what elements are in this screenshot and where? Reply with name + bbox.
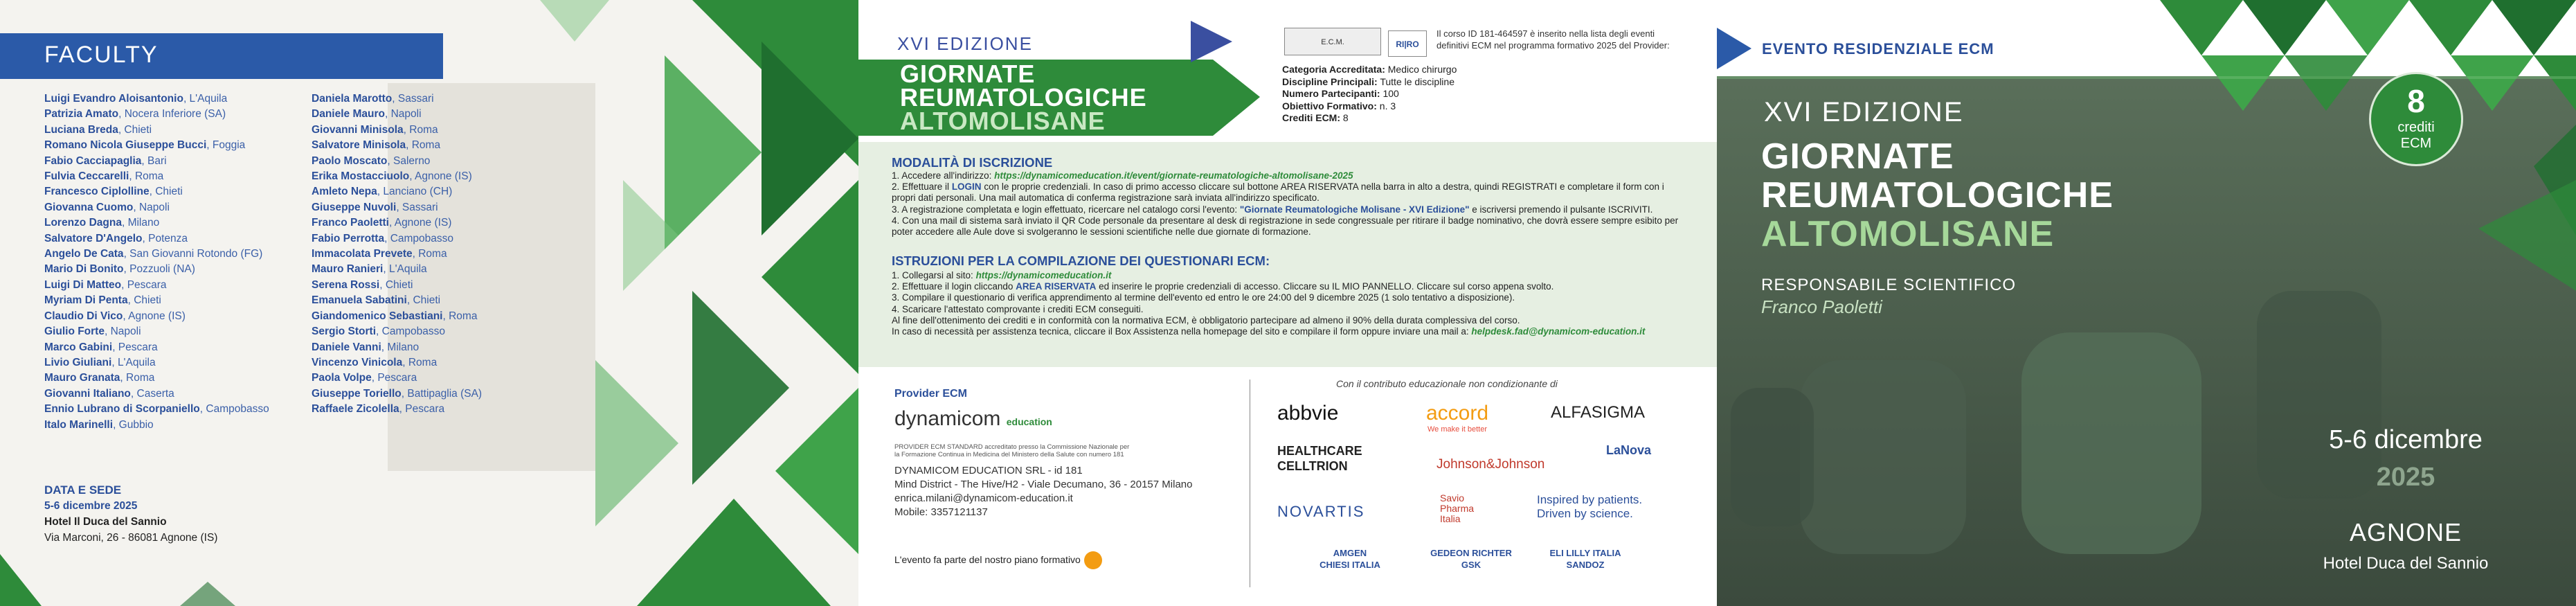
credits-label: crediti: [2397, 120, 2435, 135]
faculty-city: , Campobasso: [376, 326, 445, 338]
questionari-list: [892, 270, 1688, 337]
faculty-city: , L'Aquila: [383, 263, 427, 276]
address-line: Mind District - The Hive/H2 - Viale Decumano, 36 - 20157 Milano: [894, 479, 1193, 490]
instruction-highlight[interactable]: https://dynamicomeducation.it/event/giornate-reumatologiche-altomolisane-2025: [994, 170, 1353, 181]
faculty-name: Vincenzo Vinicola: [312, 356, 403, 368]
faculty-city: , Campobasso: [384, 232, 454, 244]
ecm-info-key: Numero Partecipanti:: [1282, 88, 1380, 99]
faculty-name: Salvatore D'Angelo: [44, 232, 143, 244]
instruction-text: 1. Collegarsi al sito:: [892, 270, 976, 280]
faculty-name: Emanuela Sabatini: [312, 294, 407, 307]
faculty-city: , San Giovanni Rotondo (FG): [123, 248, 263, 260]
sponsors-title: Con il contributo educazionale non condizionante di: [1336, 378, 1558, 389]
faculty-name: Lorenzo Dagna: [44, 217, 122, 229]
instruction-text: Al fine dell'ottenimento dei crediti e in conformità con la normativa ECM, è obbligatorio partecipare ad almeno il 90% della durata complessiva del corso.: [892, 314, 1520, 326]
faculty-entry: [312, 169, 482, 184]
faculty-panel: [0, 0, 858, 606]
hotel-text: Hotel Il Duca del Sannio: [44, 516, 167, 528]
faculty-name: Raffaele Zicolella: [312, 403, 399, 416]
faculty-city: , Sassari: [396, 201, 438, 213]
faculty-city: , Milano: [381, 341, 420, 353]
faculty-title: FACULTY: [44, 42, 159, 68]
info-panel: [858, 0, 1717, 606]
faculty-name: Mario Di Bonito: [44, 263, 124, 276]
arrow-shape: [1191, 0, 1281, 139]
faculty-name: Marco Gabini: [44, 341, 113, 353]
education-logo-text: education: [1006, 416, 1052, 427]
faculty-city: , Roma: [403, 123, 438, 136]
sponsor-gedeon: GEDEON RICHTER: [1430, 548, 1512, 558]
faculty-entry: [44, 355, 269, 371]
address-text: Via Marconi, 26 - 86081 Agnone (IS): [44, 532, 218, 544]
instruction-item: [892, 292, 1688, 303]
sponsor-savio: Savio Pharma Italia: [1440, 492, 1475, 524]
faculty-city: , Chieti: [127, 294, 161, 307]
ecm-info-row: [1282, 88, 1457, 100]
faculty-entry: [312, 386, 482, 402]
ecm-label: ECM: [2400, 136, 2432, 151]
instruction-item: [892, 315, 1688, 326]
ecm-info-value: n. 3: [1376, 100, 1396, 112]
instruction-highlight: helpdesk.fad@dynamicom-education.it: [1471, 326, 1646, 337]
instruction-item: [892, 304, 1688, 315]
faculty-name: Francesco Ciplolline: [44, 186, 150, 198]
faculty-city: , Pescara: [399, 403, 445, 416]
faculty-name: Giovanni Minisola: [312, 123, 404, 136]
ecm-info-list: [1282, 64, 1457, 125]
faculty-city: , Agnone (IS): [388, 217, 452, 229]
faculty-entry: [312, 402, 482, 417]
faculty-entry: [312, 123, 482, 138]
ecm-info-key: Crediti ECM:: [1282, 112, 1340, 123]
faculty-entry: [312, 247, 482, 262]
instruction-text: 1. Accedere all'indirizzo:: [892, 170, 995, 181]
faculty-name: Serena Rossi: [312, 278, 380, 291]
faculty-name: Giandomenico Sebastiani: [312, 310, 443, 322]
ecm-info-value: 8: [1340, 112, 1349, 123]
faculty-name: Mauro Ranieri: [312, 263, 384, 276]
faculty-name: Salvatore Minisola: [312, 139, 406, 152]
cover-date: 5-6 dicembre: [2329, 425, 2483, 454]
faculty-col-2: [312, 91, 482, 418]
title-line-3: ALTOMOLISANE: [900, 107, 1106, 135]
faculty-city: , Pescara: [371, 372, 417, 384]
ecm-note: Il corso ID 181-464597 è inserito nella lista degli eventi definitivi ECM nel programma formativo 2025 del Provider:: [1436, 28, 1670, 51]
faculty-city: , Napoli: [104, 326, 141, 338]
ecm-info-key: Categoria Accreditata:: [1282, 64, 1385, 75]
faculty-entry: [44, 293, 269, 308]
faculty-entry: [312, 107, 482, 122]
faculty-entry: [44, 231, 269, 247]
iscrizione-title: MODALITÀ DI ISCRIZIONE: [892, 155, 1053, 170]
faculty-name: Daniela Marotto: [312, 93, 393, 105]
faculty-name: Erika Mostacciuolo: [312, 170, 410, 183]
faculty-name: Giovanni Italiano: [44, 387, 131, 400]
address-line: DYNAMICOM EDUCATION SRL - id 181: [894, 465, 1083, 476]
ecm-info-value: 100: [1380, 88, 1399, 99]
faculty-name: Claudio Di Vico: [44, 310, 123, 322]
date-text: 5-6 dicembre 2025: [44, 500, 138, 512]
faculty-name: Luigi Di Matteo: [44, 278, 122, 291]
cover-title-3: ALTOMOLISANE: [1761, 214, 2055, 254]
ecm-info-row: [1282, 112, 1457, 125]
faculty-entry: [312, 355, 482, 371]
iscrizione-list: [892, 170, 1688, 238]
faculty-name: Amleto Nepa: [312, 186, 377, 198]
sponsor-sandoz: SANDOZ: [1566, 560, 1605, 570]
faculty-name: Angelo De Cata: [44, 248, 124, 260]
dynamicom-logo: [894, 407, 1052, 431]
evento-label: EVENTO RESIDENZIALE ECM: [1762, 40, 1994, 57]
faculty-entry: [312, 200, 482, 215]
instruction-highlight: AREA RISERVATA: [1016, 281, 1097, 292]
faculty-name: Luigi Evandro Aloisantonio: [44, 93, 183, 105]
edition-label: XVI EDIZIONE: [897, 33, 1033, 54]
faculty-name: Paola Volpe: [312, 372, 372, 384]
faculty-city: , Chieti: [406, 294, 441, 307]
faculty-name: Sergio Storti: [312, 326, 377, 338]
date-section-title: DATA E SEDE: [44, 483, 122, 497]
instruction-highlight[interactable]: https://dynamicomeducation.it: [975, 270, 1112, 280]
dynamicom-logo-text: dynamicom: [894, 407, 1001, 430]
faculty-city: , Pozzuoli (NA): [123, 263, 195, 276]
faculty-entry: [312, 340, 482, 355]
faculty-entry: [44, 278, 269, 293]
faculty-entry: [44, 262, 269, 277]
faculty-city: , Chieti: [149, 186, 183, 198]
instruction-text: 4. Con una mail di sistema sarà inviato il QR Code personale da presentare al desk di registrazione in sede congressuale per ritirare il badge nominativo, che dovrà essere sempre esibito per poter accedere alle Aule dove si svolgeranno le sessioni scientifiche nelle due giornate di formazione.: [892, 215, 1679, 238]
faculty-name: Mauro Granata: [44, 372, 120, 384]
instruction-text: 3. Compilare il questionario di verifica apprendimento al termine dell'evento ed entro le ore 24:00 del 9 dicembre 2025 (1 solo tentativo a disposizione).: [892, 292, 1515, 303]
instruction-text: 3. A registrazione completata e login effettuato, ricercare nel catalogo corsi l'evento:: [892, 204, 1240, 215]
ecm-info-row: [1282, 76, 1457, 89]
provider-small: PROVIDER ECM STANDARD accreditato presso la Commissione Nazionale per la Formazione Continua in Medicina del Ministero della Salute con numero 181: [894, 443, 1130, 458]
sponsor-accord: accord: [1426, 402, 1489, 425]
faculty-name: Giuseppe Nuvoli: [312, 201, 397, 213]
faculty-name: Fulvia Ceccarelli: [44, 170, 129, 183]
instruction-item: [892, 181, 1688, 204]
faculty-city: , Gubbio: [113, 418, 154, 431]
sponsor-gsk: GSK: [1461, 560, 1481, 570]
instruction-text: 2. Effettuare il: [892, 181, 952, 193]
faculty-name: Daniele Vanni: [312, 341, 381, 353]
instruction-item: [892, 281, 1688, 292]
faculty-city: , Caserta: [130, 387, 174, 400]
ecm-logo: E.C.M.: [1284, 28, 1381, 55]
sponsor-jnj: Johnson&Johnson: [1436, 457, 1545, 472]
title-line-2: REUMATOLOGICHE: [900, 83, 1147, 112]
faculty-name: Myriam Di Penta: [44, 294, 128, 307]
faculty-entry: [312, 154, 482, 169]
faculty-city: , Campobasso: [199, 403, 269, 416]
cover-panel: [1717, 0, 2576, 606]
footnote: L'evento fa parte del nostro piano formativo: [894, 554, 1081, 565]
address-line: enrica.milani@dynamicom-education.it: [894, 492, 1073, 504]
faculty-entry: [44, 91, 269, 107]
faculty-name: Paolo Moscato: [312, 154, 388, 167]
ecm-info-row: [1282, 64, 1457, 76]
faculty-entry: [44, 215, 269, 231]
faculty-city: , Roma: [406, 139, 441, 152]
faculty-entry: [44, 371, 269, 386]
instruction-item: [892, 170, 1688, 181]
instruction-highlight: "Giornate Reumatologiche Molisane - XVI Edizione": [1239, 204, 1470, 215]
instruction-item: [892, 215, 1688, 238]
faculty-name: Giuseppe Toriello: [312, 387, 402, 400]
faculty-entry: [44, 184, 269, 199]
sponsor-lilly-tag: Inspired by patients. Driven by science.: [1537, 493, 1643, 520]
cover-edition: XVI EDIZIONE: [1764, 97, 1964, 127]
faculty-city: , Agnone (IS): [409, 170, 472, 183]
resp-label: RESPONSABILE SCIENTIFICO: [1761, 276, 2017, 294]
address-line: Mobile: 3357121137: [894, 506, 988, 518]
instruction-item: [892, 270, 1688, 281]
faculty-entry: [312, 293, 482, 308]
sponsor-novartis: NOVARTIS: [1277, 503, 1365, 520]
questionari-title: ISTRUZIONI PER LA COMPILAZIONE DEI QUESTIONARI ECM:: [892, 253, 1270, 268]
instruction-text: ed inserire le proprie credenziali di accesso. Cliccare su IL MIO PANNELLO. Cliccare sul corso appena svolto.: [1096, 281, 1554, 292]
faculty-entry: [44, 386, 269, 402]
sponsor-abbvie: abbvie: [1277, 402, 1339, 425]
sponsor-lanova: LaNova: [1606, 443, 1652, 457]
faculty-city: , Potenza: [142, 232, 188, 244]
faculty-entry: [44, 154, 269, 169]
faculty-city: , Salerno: [387, 154, 431, 167]
credits-number: 8: [2407, 83, 2425, 119]
instruction-text: e iscriversi premendo il pulsante ISCRIVITI.: [1469, 204, 1653, 215]
faculty-name: Luciana Breda: [44, 123, 118, 136]
sponsor-chiesi: CHIESI ITALIA: [1319, 560, 1380, 570]
ecm-info-row: [1282, 100, 1457, 113]
faculty-city: , Pescara: [112, 341, 158, 353]
faculty-name: Daniele Mauro: [312, 108, 385, 121]
faculty-city: , Foggia: [206, 139, 246, 152]
sponsor-small-1: [1308, 547, 1391, 571]
faculty-city: , Bari: [141, 154, 167, 167]
instruction-text: con le proprie credenziali. In caso di primo accesso cliccare sul bottone AREA RISERVATA nella barra in alto a destra, quindi REGISTRATI e completare il form con i propri dati personali. Una mail automatica di conferma registrazione sarà inviata all'indirizzo specificato.: [892, 181, 1664, 204]
instruction-text: 2. Effettuare il login cliccando: [892, 281, 1016, 292]
faculty-entry: [312, 184, 482, 199]
faculty-entry: [44, 340, 269, 355]
faculty-entry: [44, 169, 269, 184]
faculty-city: , Roma: [129, 170, 164, 183]
faculty-entry: [44, 247, 269, 262]
faculty-city: , Pescara: [121, 278, 167, 291]
faculty-city: , Nocera Inferiore (SA): [118, 108, 226, 121]
faculty-entry: [44, 123, 269, 138]
sponsor-amgen: AMGEN: [1333, 548, 1367, 558]
faculty-entry: [312, 231, 482, 247]
faculty-name: Giovanna Cuomo: [44, 201, 134, 213]
faculty-name: Livio Giuliani: [44, 356, 112, 368]
faculty-entry: [312, 138, 482, 153]
faculty-name: Patrizia Amato: [44, 108, 119, 121]
instruction-text: In caso di necessità per assistenza tecnica, cliccare il Box Assistenza nella homepage del sito e compilare il form oppure inviare una mail a:: [892, 326, 1472, 337]
faculty-entry: [312, 309, 482, 324]
sponsor-celltrion: HEALTHCARE CELLTRION: [1277, 444, 1362, 473]
sponsor-alfasigma: ALFASIGMA: [1551, 403, 1646, 422]
faculty-city: , Lanciano (CH): [377, 186, 453, 198]
faculty-city: , Chieti: [118, 123, 152, 136]
faculty-entry: [312, 371, 482, 386]
faculty-city: , Sassari: [392, 93, 434, 105]
accord-tagline: We make it better: [1427, 425, 1487, 434]
faculty-city: , Milano: [121, 217, 160, 229]
faculty-city: , L'Aquila: [183, 93, 228, 105]
sponsor-small-2: [1423, 547, 1520, 571]
faculty-entry: [44, 138, 269, 153]
title-line-1: GIORNATE: [900, 60, 1036, 88]
faculty-entry: [44, 324, 269, 339]
faculty-name: Franco Paoletti: [312, 217, 389, 229]
faculty-city: , Chieti: [379, 278, 413, 291]
faculty-col-1: [44, 91, 269, 433]
cover-title-1: GIORNATE: [1761, 136, 1954, 177]
faculty-name: Italo Marinelli: [44, 418, 114, 431]
faculty-entry: [44, 200, 269, 215]
faculty-name: Romano Nicola Giuseppe Bucci: [44, 139, 207, 152]
faculty-city: , Battipaglia (SA): [401, 387, 483, 400]
faculty-city: , Roma: [402, 356, 438, 368]
ecm-info-value: Tutte le discipline: [1377, 75, 1454, 87]
instruction-highlight: LOGIN: [951, 181, 982, 193]
sponsor-lilly: ELI LILLY ITALIA: [1549, 548, 1621, 558]
credits-badge: [2369, 72, 2463, 166]
faculty-name: Ennio Lubrano di Scorpaniello: [44, 403, 200, 416]
faculty-entry: [44, 402, 269, 417]
ecm-info-key: Obiettivo Formativo:: [1282, 100, 1377, 112]
provider-address: [894, 464, 1192, 519]
faculty-city: , Napoli: [384, 108, 422, 121]
riro-logo: RI|RO: [1388, 30, 1427, 57]
cover-title-2: REUMATOLOGICHE: [1761, 175, 2114, 215]
faculty-entry: [312, 324, 482, 339]
faculty-city: , L'Aquila: [111, 356, 156, 368]
faculty-entry: [312, 215, 482, 231]
instruction-text: 4. Scaricare l'attestato comprovante i crediti ECM conseguiti.: [892, 303, 1144, 314]
faculty-city: , Agnone (IS): [123, 310, 186, 322]
faculty-entry: [312, 91, 482, 107]
faculty-entry: [312, 262, 482, 277]
provider-title: Provider ECM: [894, 388, 967, 400]
sponsor-small-3: [1537, 547, 1634, 571]
faculty-name: Immacolata Prevete: [312, 248, 413, 260]
faculty-name: Giulio Forte: [44, 326, 105, 338]
faculty-city: , Roma: [442, 310, 478, 322]
faculty-entry: [44, 418, 269, 433]
faculty-city: , Napoli: [133, 201, 170, 213]
instruction-item: [892, 204, 1688, 215]
ecm-info-value: Medico chirurgo: [1385, 64, 1457, 75]
ecm-info-key: Discipline Principali:: [1282, 75, 1378, 87]
faculty-name: Fabio Perrotta: [312, 232, 385, 244]
cover-year: 2025: [2376, 463, 2435, 492]
faculty-city: , Roma: [120, 372, 155, 384]
faculty-entry: [312, 278, 482, 293]
resp-name: Franco Paoletti: [1761, 296, 1882, 317]
cover-hotel: Hotel Duca del Sannio: [2323, 554, 2489, 573]
cover-city: AGNONE: [2349, 518, 2462, 546]
faculty-entry: [44, 107, 269, 122]
faculty-entry: [44, 309, 269, 324]
plan-icon: [1084, 551, 1102, 569]
instruction-item: [892, 326, 1688, 337]
faculty-city: , Roma: [412, 248, 447, 260]
faculty-name: Fabio Cacciapaglia: [44, 154, 142, 167]
